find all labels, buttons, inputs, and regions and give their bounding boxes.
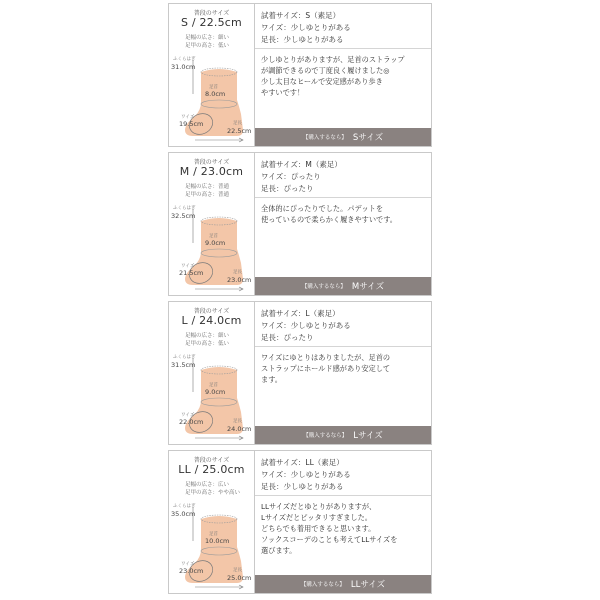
comment-line: どちらでも着用できると思います。 [261, 524, 376, 533]
size-profile-panel [169, 153, 255, 295]
calf-value: 31.0cm [171, 63, 196, 71]
fitting-review-panel [255, 451, 431, 593]
length-value: 25.0cm [227, 574, 252, 582]
ankle-label: 足首 [209, 383, 218, 388]
length-fit-text: 足長：ぴったり [261, 333, 314, 342]
foot-measurements [171, 54, 253, 144]
size-card [168, 301, 432, 445]
calf-value: 31.5cm [171, 361, 196, 369]
comment-line: ストラップにホールド感があり安定して [261, 364, 391, 373]
foot-width-label: 足幅の広さ：細い [185, 35, 230, 41]
usual-size-value: L / 24.0cm [181, 314, 242, 327]
divider [255, 48, 431, 49]
size-profile-panel [169, 4, 255, 146]
comment-line: ソックスコーデのことも考えてLLサイズを [261, 535, 398, 544]
size-card [168, 152, 432, 296]
length-fit-text: 足長：少しゆとりがある [261, 482, 344, 491]
recommended-size-button[interactable] [255, 128, 431, 146]
review-comment [261, 54, 425, 98]
comment-line: LLサイズだとゆとりがありますが、 [261, 502, 377, 511]
buy-prefix-label: 【購入するなら】 [303, 433, 348, 439]
instep-height-label: 足甲の高さ：やや高い [185, 490, 241, 496]
calf-label: ふくらはぎ [173, 355, 196, 360]
comment-line: Lサイズだとピッタリすぎました。 [261, 513, 372, 522]
instep-height-label: 足甲の高さ：低い [185, 43, 230, 49]
instep-height-label: 足甲の高さ：低い [185, 341, 230, 347]
foot-measurements [171, 203, 253, 293]
length-label: 足長 [233, 270, 242, 275]
wise-fit-text: ワイズ：ぴったり [261, 172, 321, 181]
size-card [168, 450, 432, 594]
fitting-review-panel [255, 302, 431, 444]
calf-label: ふくらはぎ [173, 206, 196, 211]
tried-size-text: 試着サイズ：S（素足） [261, 11, 341, 20]
fitting-review-panel [255, 153, 431, 295]
wise-label: ワイズ [181, 264, 195, 269]
comment-line: ワイズにゆとりはありましたが、足首の [261, 353, 391, 362]
tried-size-text: 試着サイズ：M（素足） [261, 160, 342, 169]
recommended-size-button[interactable] [255, 277, 431, 295]
recommended-size-label: Lサイズ [353, 431, 383, 441]
usual-size-label: 普段のサイズ [193, 308, 230, 315]
length-value: 23.0cm [227, 276, 252, 284]
calf-label: ふくらはぎ [173, 57, 196, 62]
wise-value: 22.0cm [179, 418, 204, 426]
comment-line: やすいです！ [261, 88, 305, 97]
tried-size-text: 試着サイズ：L（素足） [261, 309, 340, 318]
divider [255, 197, 431, 198]
usual-size-value: S / 22.5cm [181, 16, 242, 29]
usual-size-label: 普段のサイズ [193, 10, 230, 17]
review-comment [261, 203, 425, 225]
calf-value: 32.5cm [171, 212, 196, 220]
length-label: 足長 [233, 121, 242, 126]
calf-label: ふくらはぎ [173, 504, 196, 509]
wise-value: 23.0cm [179, 567, 204, 575]
length-label: 足長 [233, 568, 242, 573]
length-value: 22.5cm [227, 127, 252, 135]
length-fit-text: 足長：ぴったり [261, 184, 314, 193]
ankle-label: 足首 [209, 85, 218, 90]
comment-line: 少し太目なヒールで安定感があり歩き [261, 77, 383, 86]
foot-width-label: 足幅の広さ：広い [185, 482, 230, 488]
ankle-label: 足首 [209, 532, 218, 537]
length-label: 足長 [233, 419, 242, 424]
recommended-size-label: LLサイズ [350, 580, 386, 590]
buy-prefix-label: 【購入するなら】 [301, 284, 346, 290]
foot-width-label: 足幅の広さ：普通 [185, 184, 230, 190]
ankle-value: 9.0cm [205, 239, 226, 247]
buy-prefix-label: 【購入するなら】 [302, 135, 347, 141]
recommended-size-button[interactable] [255, 575, 431, 593]
comment-line: が調節できるので丁度良く履けました◎ [261, 66, 390, 75]
fitting-review-panel [255, 4, 431, 146]
ankle-label: 足首 [209, 234, 218, 239]
comment-line: 少しゆとりがありますが、足首のストラップ [261, 55, 405, 64]
wise-fit-text: ワイズ：少しゆとりがある [261, 321, 351, 330]
size-profile-panel [169, 302, 255, 444]
buy-prefix-label: 【購入するなら】 [300, 582, 345, 588]
wise-fit-text: ワイズ：少しゆとりがある [261, 23, 351, 32]
recommended-size-button[interactable] [255, 426, 431, 444]
length-fit-text: 足長：少しゆとりがある [261, 35, 344, 44]
calf-value: 35.0cm [171, 510, 196, 518]
review-comment [261, 501, 425, 556]
foot-width-label: 足幅の広さ：細い [185, 333, 230, 339]
wise-value: 19.5cm [179, 120, 204, 128]
usual-size-value: M / 23.0cm [179, 165, 244, 178]
wise-label: ワイズ [181, 115, 195, 120]
size-profile-panel [169, 451, 255, 593]
wise-value: 21.5cm [179, 269, 204, 277]
comment-line: ます。 [261, 375, 282, 384]
wise-label: ワイズ [181, 562, 195, 567]
size-card [168, 3, 432, 147]
wise-label: ワイズ [181, 413, 195, 418]
ankle-value: 9.0cm [205, 388, 226, 396]
ankle-value: 10.0cm [205, 537, 230, 545]
divider [255, 346, 431, 347]
comment-line: 使っているので柔らかく履きやすいです。 [261, 215, 397, 224]
length-value: 24.0cm [227, 425, 252, 433]
instep-height-label: 足甲の高さ：普通 [185, 192, 230, 198]
usual-size-label: 普段のサイズ [193, 159, 230, 166]
review-comment [261, 352, 425, 385]
wise-fit-text: ワイズ：少しゆとりがある [261, 470, 351, 479]
comment-line: 選びます。 [261, 546, 297, 555]
tried-size-text: 試着サイズ：LL（素足） [261, 458, 344, 467]
ankle-value: 8.0cm [205, 90, 226, 98]
usual-size-label: 普段のサイズ [193, 457, 230, 464]
foot-measurements [171, 352, 253, 442]
recommended-size-label: Sサイズ [352, 133, 384, 143]
divider [255, 495, 431, 496]
comment-line: 全体的にぴったりでした。パデットを [261, 204, 384, 213]
foot-measurements [171, 501, 253, 591]
usual-size-value: LL / 25.0cm [178, 463, 245, 476]
recommended-size-label: Mサイズ [351, 282, 385, 292]
